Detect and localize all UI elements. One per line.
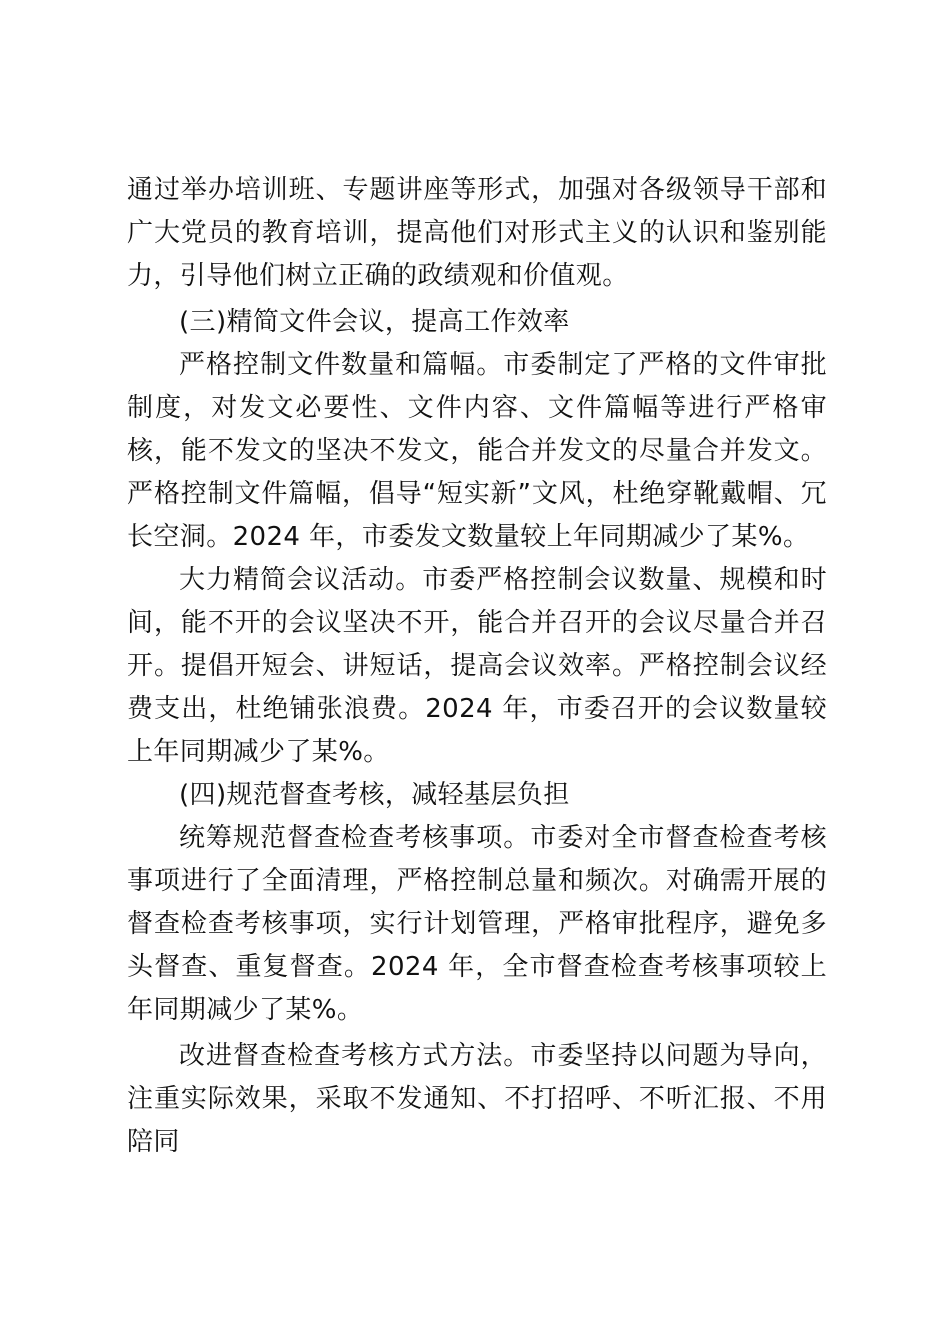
document-body [127,169,827,1164]
paragraph-meetings: 大力精简会议活动。市委严格控制会议数量、规模和时间，能不开的会议坚决不开，能合并召开的会议尽量合并召开。提倡开短会、讲短话，提高会议效率。严格控制会议经费支出，杜绝铺张浪费。2024 年，市委召开的会议数量较上年同期减少了某%。 [127,565,827,767]
section-heading-4: (四)规范督查考核，减轻基层负担 [179,780,570,810]
paragraph-inspection-items: 统筹规范督查检查考核事项。市委对全市督查检查考核事项进行了全面清理，严格控制总量和频次。对确需开展的督查检查考核事项，实行计划管理，严格审批程序，避免多头督查、重复督查。2024 年，全市督查检查考核事项较上年同期减少了某%。 [127,823,827,1025]
paragraph-inspection-methods: 改进督查检查考核方式方法。市委坚持以问题为导向，注重实际效果，采取不发通知、不打招呼、不听汇报、不用陪同 [127,1041,827,1157]
paragraph-training: 通过举办培训班、专题讲座等形式，加强对各级领导干部和广大党员的教育培训，提高他们对形式主义的认识和鉴别能力，引导他们树立正确的政绩观和价值观。 [127,175,827,291]
paragraph-documents: 严格控制文件数量和篇幅。市委制定了严格的文件审批制度，对发文必要性、文件内容、文件篇幅等进行严格审核，能不发文的坚决不发文，能合并发文的尽量合并发文。严格控制文件篇幅，倡导“短实新”文风，杜绝穿靴戴帽、冗长空洞。2024 年，市委发文数量较上年同期减少了某%。 [127,350,827,552]
section-heading-3: (三)精简文件会议，提高工作效率 [179,307,570,337]
